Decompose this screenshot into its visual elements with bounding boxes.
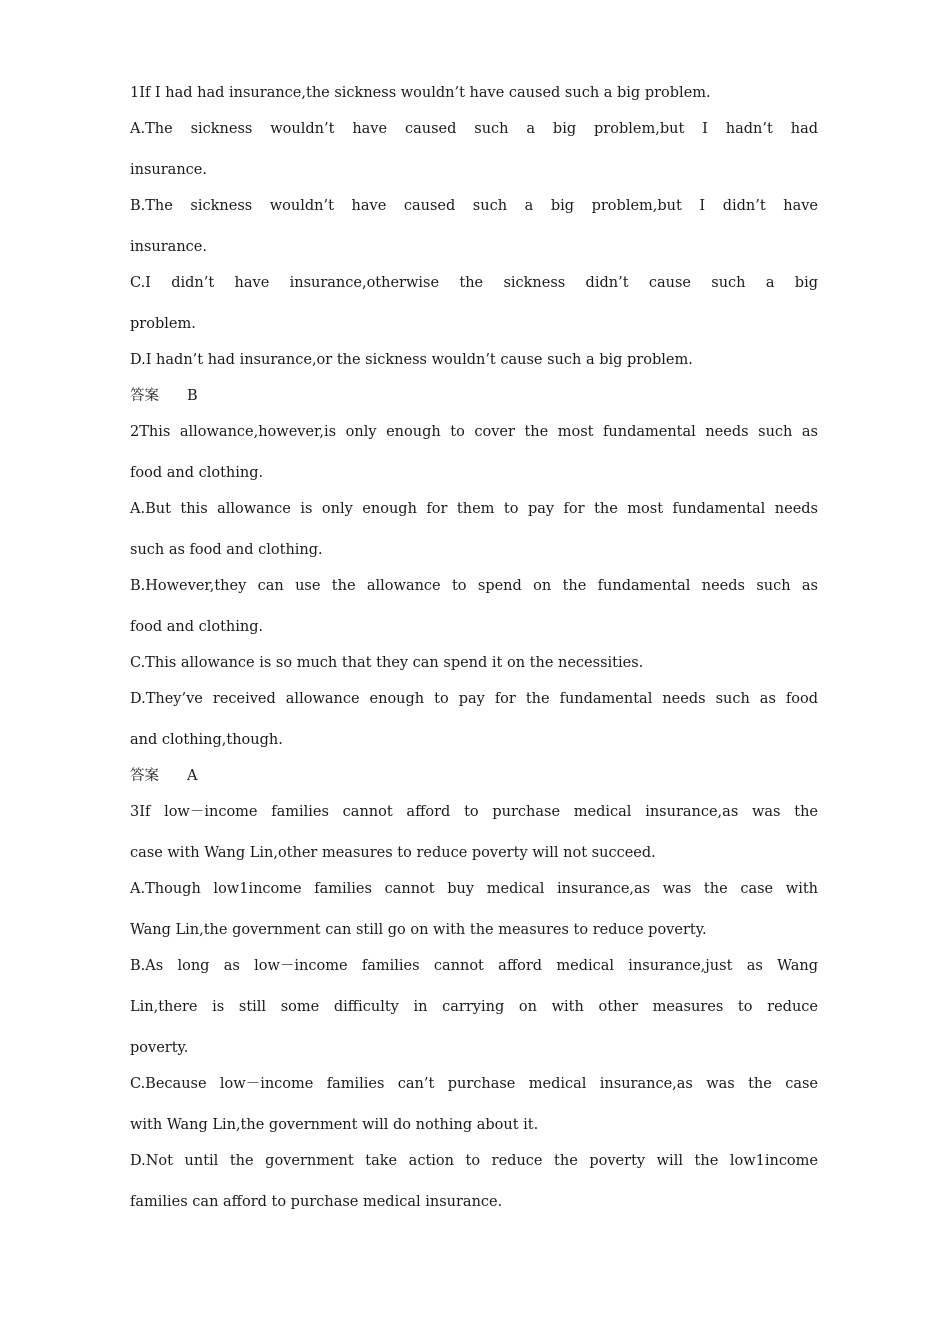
question-3-option-c: C.Because low－income families can’t purchase medical insurance,as was the case — [130, 1076, 818, 1092]
question-1-option-a: A.The sickness wouldn’t have caused such a big problem,but I hadn’t had — [130, 121, 818, 137]
question-2-option-a: A.But this allowance is only enough for them to pay for the most fundamental needs — [130, 501, 818, 517]
question-1-option-c-cont: problem. — [130, 316, 196, 332]
question-3-option-a-cont: Wang Lin,the government can still go on with the measures to reduce poverty. — [130, 922, 707, 938]
question-2-option-d-cont: and clothing,though. — [130, 732, 283, 748]
question-3-option-b: B.As long as low－income families cannot afford medical insurance,just as Wang — [130, 958, 818, 974]
question-3-option-d: D.Not until the government take action to reduce the poverty will the low1income — [130, 1153, 818, 1169]
question-2-option-d: D.They’ve received allowance enough to pay for the fundamental needs such as food — [130, 691, 818, 707]
question-1-stem: 1If I had had insurance,the sickness wouldn’t have caused such a big problem. — [130, 85, 711, 101]
question-2-option-a-cont: such as food and clothing. — [130, 542, 323, 558]
question-2-option-b-cont: food and clothing. — [130, 619, 264, 635]
question-3-option-c-cont: with Wang Lin,the government will do nothing about it. — [130, 1117, 539, 1133]
question-2-option-c: C.This allowance is so much that they can spend it on the necessities. — [130, 655, 644, 671]
question-1-option-c: C.I didn’t have insurance,otherwise the sickness didn’t cause such a big — [130, 275, 818, 291]
question-1-option-b-cont: insurance. — [130, 239, 207, 255]
question-1-option-b: B.The sickness wouldn’t have caused such a big problem,but I didn’t have — [130, 198, 818, 214]
question-2-answer — [130, 764, 818, 788]
question-3-option-d-cont: families can afford to purchase medical insurance. — [130, 1194, 503, 1210]
question-3-option-a: A.Though low1income families cannot buy medical insurance,as was the case with — [130, 881, 818, 897]
question-1-option-a-cont: insurance. — [130, 162, 207, 178]
question-1-option-d: D.I hadn’t had insurance,or the sickness wouldn’t cause such a big problem. — [130, 352, 693, 368]
question-2-stem-cont: food and clothing. — [130, 465, 264, 481]
answer-value: A — [187, 768, 198, 784]
exercise-content — [130, 81, 818, 1214]
question-3-stem-cont: case with Wang Lin,other measures to reduce poverty will not succeed. — [130, 845, 656, 861]
question-3-option-b-cont: Lin,there is still some difficulty in carrying on with other measures to reduce — [130, 999, 818, 1015]
answer-label: 答案 — [130, 768, 159, 784]
question-2-stem: 2This allowance,however,is only enough to cover the most fundamental needs such as — [130, 424, 818, 440]
answer-value: B — [187, 388, 198, 404]
question-3-option-b-cont-2: poverty. — [130, 1040, 189, 1056]
question-1-answer — [130, 384, 818, 408]
answer-label: 答案 — [130, 388, 159, 404]
question-3-stem: 3If low－income families cannot afford to purchase medical insurance,as was the — [130, 804, 818, 820]
question-2-option-b: B.However,they can use the allowance to spend on the fundamental needs such as — [130, 578, 818, 594]
